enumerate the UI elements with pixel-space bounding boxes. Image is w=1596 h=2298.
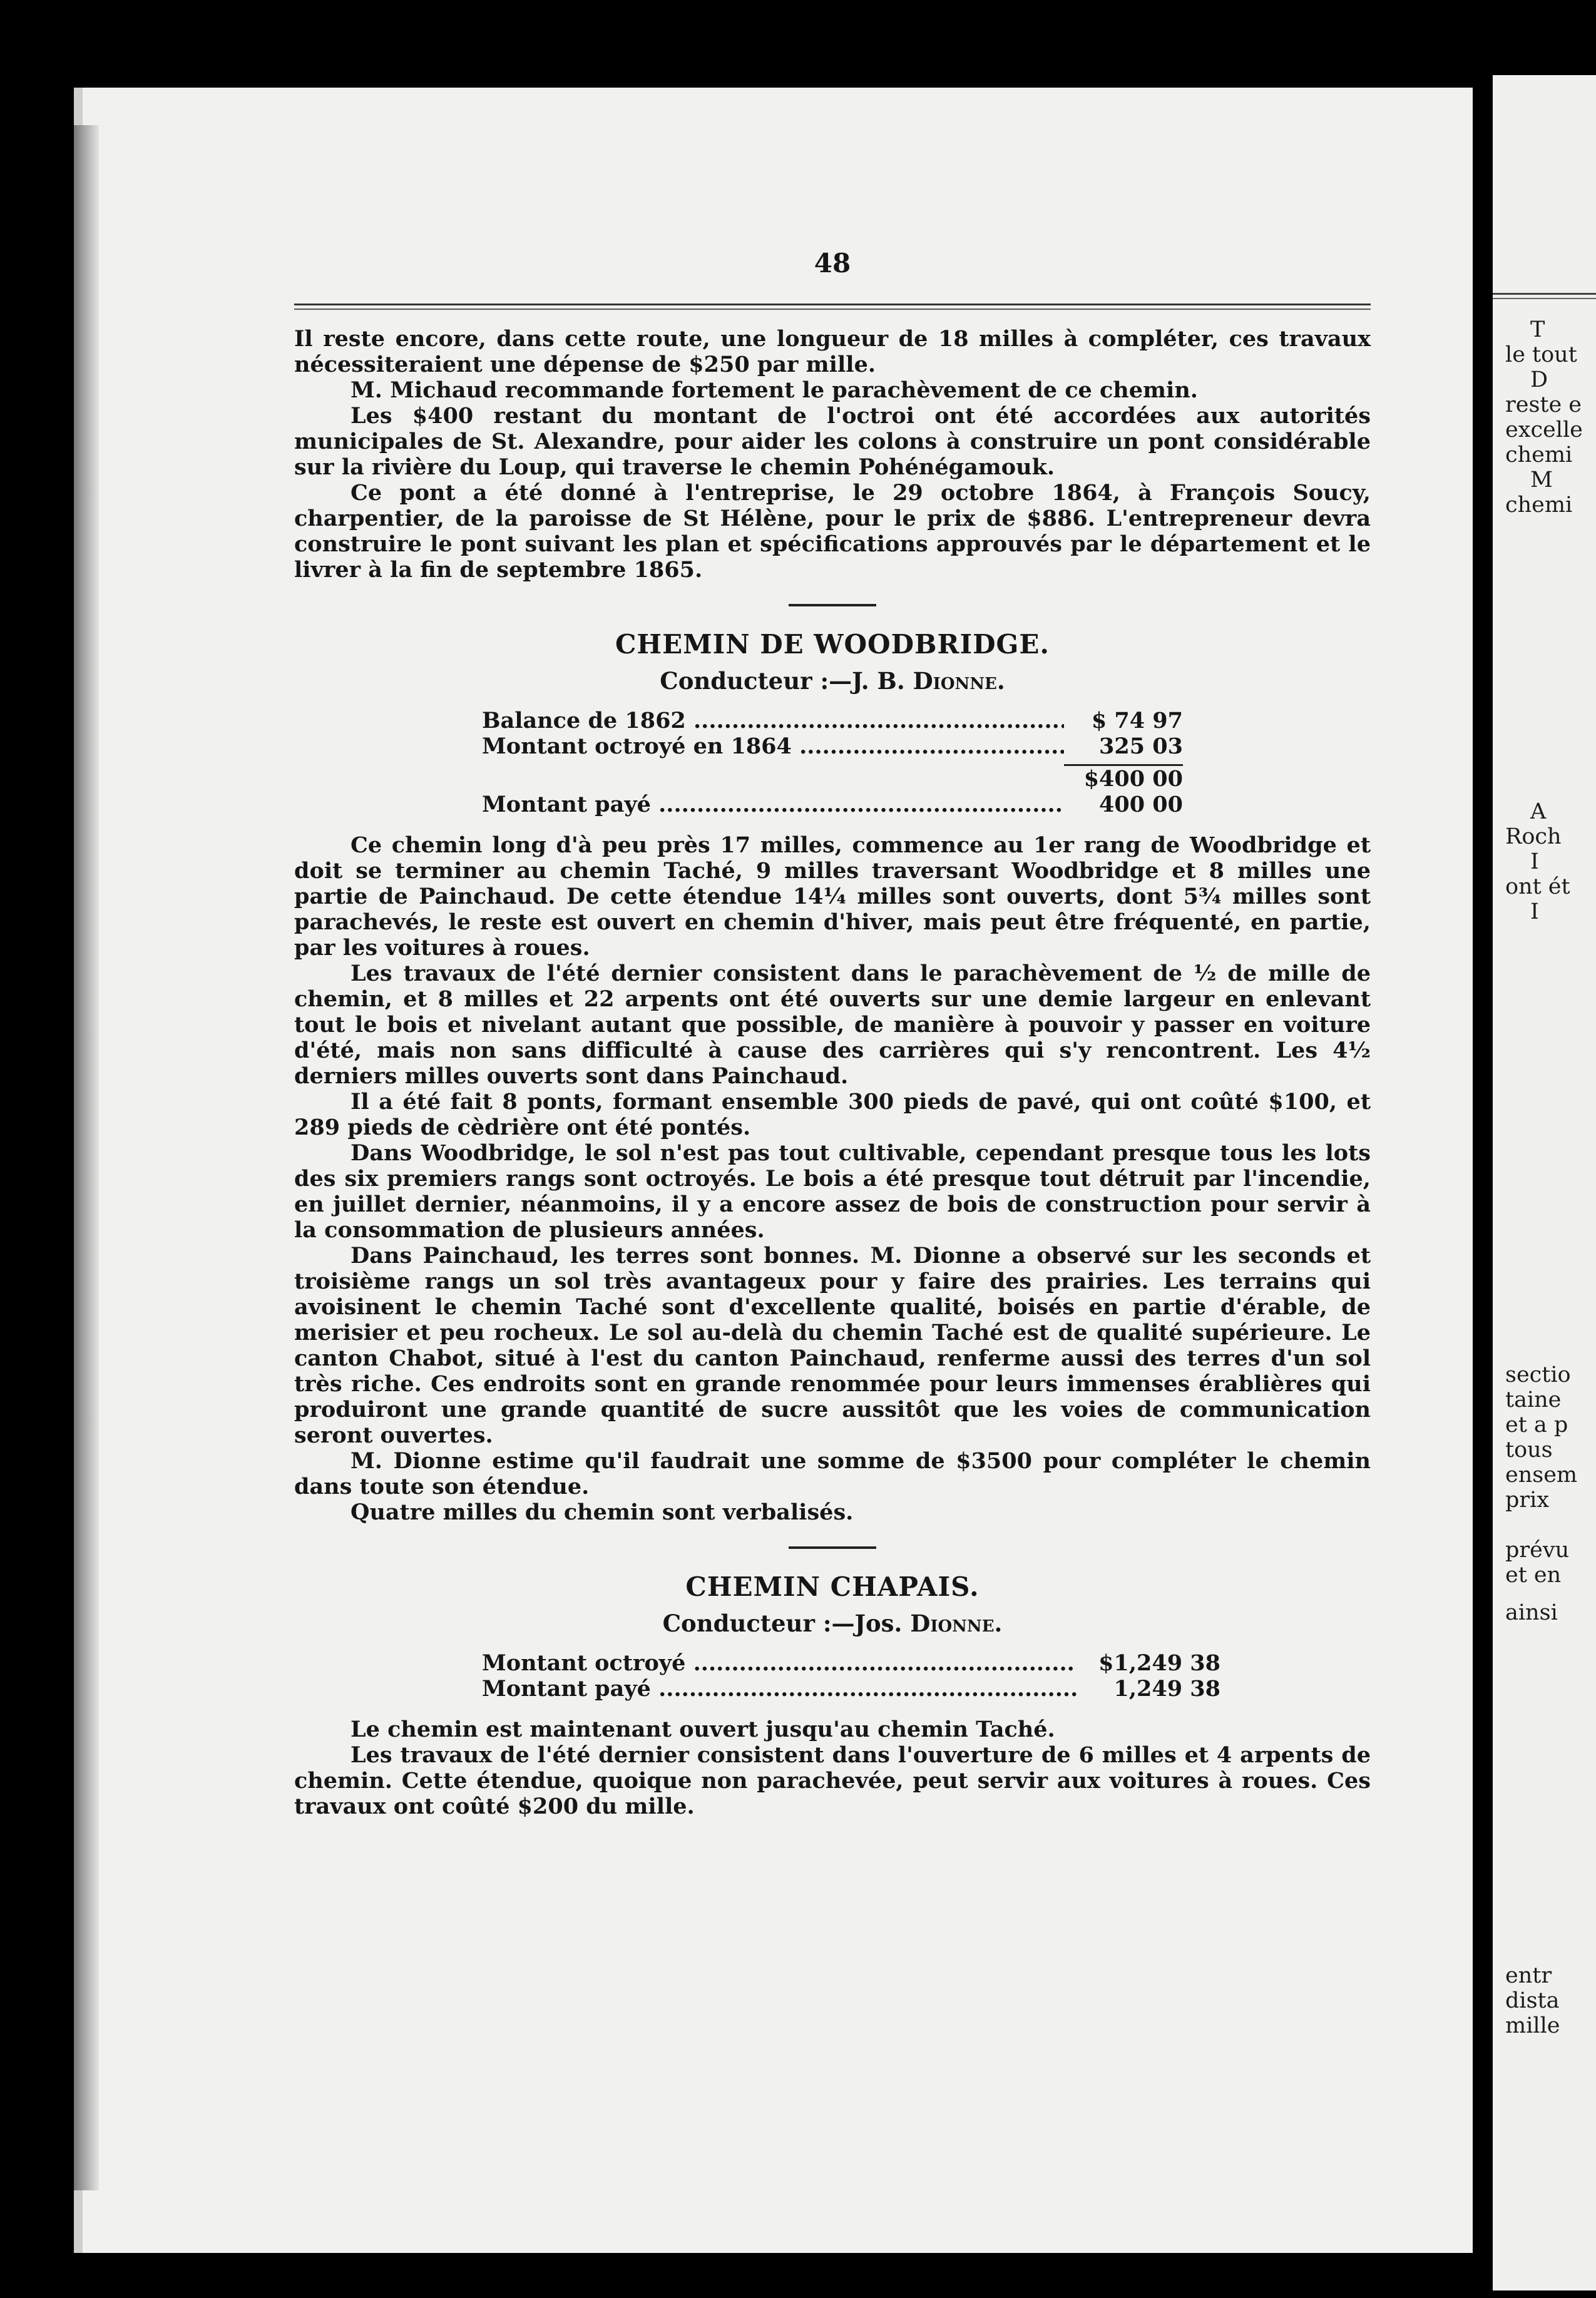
facing-page-fragment: chemi [1505, 493, 1573, 518]
paragraph: Il a été fait 8 ponts, formant ensemble 300 pieds de pavé, qui ont coûté $100, et 289 pieds de cèdrière ont été pontés. [294, 1089, 1371, 1140]
facing-page-fragment: dista [1505, 1988, 1560, 2013]
ledger-row [482, 792, 1183, 817]
paragraph: Les travaux de l'été dernier consistent dans le parachèvement de ½ de mille de chemin, et 8 milles et 22 arpents ont été ouverts sur une demie largeur en enlevant tout le bois et nivelant autant que possible, de manière à pouvoir y passer en voiture d'été, mais non sans difficulté à cause des carrières qui s'y rencontrent. Les 4½ derniers milles ouverts sont dans Painchaud. [294, 961, 1371, 1089]
paragraph: Le chemin est maintenant ouvert jusqu'au chemin Taché. [350, 1717, 1055, 1742]
ledger-amount: 325 03 [1099, 733, 1183, 759]
facing-page-fragment: sectio [1505, 1362, 1571, 1387]
facing-page-fragment: le tout [1505, 342, 1577, 367]
facing-page-fragment: mille [1505, 2013, 1560, 2038]
ledger-row [482, 708, 1183, 733]
paragraph: Il reste encore, dans cette route, une longueur de 18 milles à compléter, ces travaux nécessiteraient une dépense de $250 par mille. [294, 326, 1371, 377]
ledger-total: $400 00 [1064, 764, 1183, 792]
conducteur-line [294, 1611, 1371, 1637]
paragraph: Ce pont a été donné à l'entreprise, le 29 octobre 1864, à François Soucy, charpentier, de la paroisse de St Hélène, pour le prix de $886. L'entrepreneur devra construire le pont suivant les plan et spécifications approuvés par le département et le livrer à la fin de septembre 1865. [294, 480, 1371, 583]
conducteur-line [294, 668, 1371, 694]
section-title-woodbridge: CHEMIN DE WOODBRIDGE. [615, 629, 1050, 660]
facing-page-fragment: Roch [1505, 824, 1562, 849]
facing-page-fragment: et a p [1505, 1412, 1568, 1438]
facing-page-fragment: entr [1505, 1963, 1552, 1988]
facing-page-fragment: taine [1505, 1387, 1562, 1412]
page-content [294, 250, 1371, 1819]
page-number: 48 [814, 248, 851, 278]
facing-page-fragment: chemi [1505, 442, 1573, 467]
section-title-chapais: CHEMIN CHAPAIS. [685, 1571, 980, 1602]
ledger-amount: 1,249 38 [1113, 1676, 1220, 1702]
ledger-label: Montant payé ..... [482, 1676, 1077, 1702]
ledger-amount: 400 00 [1099, 792, 1183, 817]
facing-page-fragment: et en [1505, 1563, 1562, 1588]
paragraph: M. Michaud recommande fortement le parachèvement de ce chemin. [350, 377, 1198, 403]
facing-page-fragment: ont ét [1505, 874, 1570, 899]
facing-page-fragment: I [1530, 849, 1539, 874]
facing-page-rule [1493, 293, 1596, 295]
conducteur-name: Dionne. [910, 1610, 1003, 1637]
ledger-label: Montant payé ..... [482, 792, 1064, 817]
facing-page-fragment: prévu [1505, 1538, 1570, 1563]
paragraph: Les $400 restant du montant de l'octroi ont été accordées aux autorités municipales de St. Alexandre, pour aider les colons à construire un pont considérable sur la rivière du Loup, qui traverse le chemin Pohénégamouk. [294, 403, 1371, 480]
facing-page-fragment: I [1530, 899, 1539, 924]
conducteur-label: Conducteur :—Jos. [662, 1610, 903, 1637]
paragraph: M. Dionne estime qu'il faudrait une somme de $3500 pour compléter le chemin dans toute son étendue. [294, 1448, 1371, 1499]
facing-page-fragment: D [1530, 367, 1548, 392]
facing-page-fragment: tous [1505, 1438, 1553, 1463]
ledger-label: Balance de 1862 ..... [482, 708, 1064, 733]
header-rule [294, 304, 1371, 310]
ledger-amount: $ 74 97 [1091, 708, 1183, 733]
paragraph: Ce chemin long d'à peu près 17 milles, commence au 1er rang de Woodbridge et doit se terminer au chemin Taché, 9 milles traversant Woodbridge et 8 milles une partie de Painchaud. De cette étendue 14¼ milles sont ouverts, dont 5¾ milles sont parachevés, le reste est ouvert en chemin d'hiver, mais peut être fréquenté, en partie, par les voitures à roues. [294, 832, 1371, 961]
facing-page-fragment: T [1530, 317, 1545, 342]
section-divider [789, 604, 876, 606]
facing-page-rule [1493, 298, 1596, 299]
ledger-row [482, 1650, 1220, 1676]
chapais-ledger [482, 1650, 1220, 1702]
facing-page-fragment: excelle [1505, 417, 1583, 442]
ledger-row [482, 1676, 1220, 1702]
section-divider [789, 1546, 876, 1549]
page-binding-edge [74, 125, 99, 2190]
woodbridge-ledger [482, 708, 1183, 817]
facing-page-fragment: A [1530, 799, 1547, 824]
conducteur-label: Conducteur :—J. B. [660, 667, 905, 695]
ledger-label: Montant octroyé ..... [482, 1650, 1077, 1676]
facing-page-fragment: prix [1505, 1488, 1550, 1513]
facing-page [1493, 75, 1596, 2290]
ledger-amount: $1,249 38 [1098, 1650, 1220, 1676]
paragraph: Les travaux de l'été dernier consistent dans l'ouverture de 6 milles et 4 arpents de chemin. Cette étendue, quoique non parachevée, peut servir aux voitures à roues. Ces travaux ont coûté $200 du mille. [294, 1742, 1371, 1819]
facing-page-fragment: M [1530, 467, 1553, 493]
facing-page-fragment: reste e [1505, 392, 1582, 417]
paragraph: Quatre milles du chemin sont verbalisés. [350, 1499, 854, 1525]
paragraph: Dans Woodbridge, le sol n'est pas tout cultivable, cependant presque tous les lots des six premiers rangs sont octroyés. Le bois a été presque tout détruit par l'incendie, en juillet dernier, néanmoins, il y a encore assez de bois de construction pour servir à la consommation de plusieurs années. [294, 1140, 1371, 1243]
facing-page-fragment: ainsi [1505, 1600, 1558, 1625]
conducteur-name: Dionne. [913, 667, 1005, 695]
ledger-label: Montant octroyé en 1864 ..... [482, 733, 1064, 759]
ledger-row [482, 733, 1183, 759]
paragraph: Dans Painchaud, les terres sont bonnes. M. Dionne a observé sur les seconds et troisième rangs un sol très avantageux pour y faire des prairies. Les terrains qui avoisinent le chemin Taché sont d'excellente qualité, boisés en partie d'érable, de merisier et peu rocheux. Le sol au-delà du chemin Taché est de qualité supérieure. Le canton Chabot, situé à l'est du canton Painchaud, renferme aussi des terres d'un sol très riche. Ces endroits sont en grande renommée pour leurs immenses érablières qui produiront une grande quantité de sucre aussitôt que les voies de communication seront ouvertes. [294, 1243, 1371, 1448]
facing-page-fragment: ensem [1505, 1463, 1578, 1488]
